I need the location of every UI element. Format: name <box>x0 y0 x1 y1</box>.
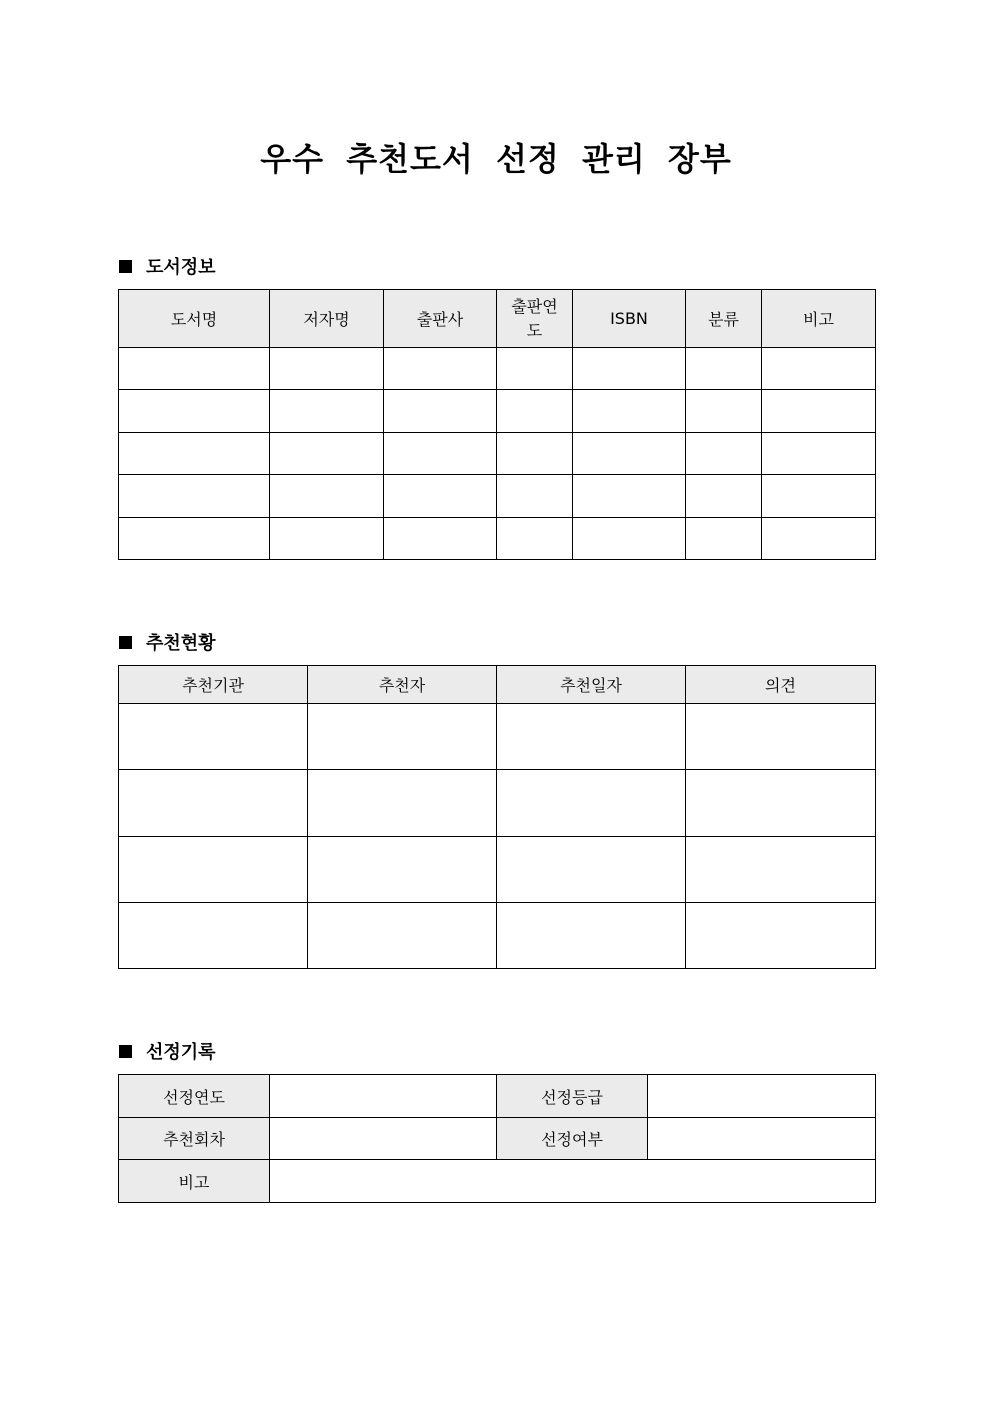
table-row <box>119 433 876 475</box>
cell-opinion[interactable] <box>686 770 876 837</box>
cell-note[interactable] <box>762 475 876 518</box>
cell-title[interactable] <box>119 433 270 475</box>
cell-selection-year[interactable] <box>270 1075 497 1118</box>
square-bullet-icon <box>119 1045 132 1058</box>
cell-institution[interactable] <box>119 903 308 969</box>
section-heading-recommendation <box>119 629 216 655</box>
cell-title[interactable] <box>119 475 270 518</box>
col-header-title: 도서명 <box>119 290 270 348</box>
cell-date[interactable] <box>497 770 686 837</box>
cell-pub-year[interactable] <box>497 518 573 560</box>
cell-pub-year[interactable] <box>497 433 573 475</box>
col-header-pub-year: 출판연도 <box>497 290 573 348</box>
cell-author[interactable] <box>270 433 384 475</box>
cell-note[interactable] <box>270 1160 876 1203</box>
page-title: 우수 추천도서 선정 관리 장부 <box>260 140 732 178</box>
col-header-note: 비고 <box>762 290 876 348</box>
table-row <box>119 837 876 903</box>
table-header-row <box>119 666 876 704</box>
cell-selection-grade[interactable] <box>648 1075 876 1118</box>
cell-isbn[interactable] <box>573 475 686 518</box>
label-selected: 선정여부 <box>497 1118 648 1160</box>
cell-institution[interactable] <box>119 704 308 770</box>
cell-date[interactable] <box>497 903 686 969</box>
cell-author[interactable] <box>270 518 384 560</box>
section-heading-book-info <box>119 253 216 279</box>
square-bullet-icon <box>119 260 132 273</box>
cell-title[interactable] <box>119 390 270 433</box>
recommendation-table <box>118 665 876 969</box>
label-note: 비고 <box>119 1160 270 1203</box>
cell-note[interactable] <box>762 390 876 433</box>
section-heading-label: 추천현황 <box>146 633 216 654</box>
cell-recommender[interactable] <box>308 704 497 770</box>
cell-opinion[interactable] <box>686 903 876 969</box>
table-row <box>119 518 876 560</box>
cell-category[interactable] <box>686 475 762 518</box>
cell-opinion[interactable] <box>686 837 876 903</box>
col-header-isbn: ISBN <box>573 290 686 348</box>
cell-selected[interactable] <box>648 1118 876 1160</box>
table-row <box>119 1160 876 1203</box>
cell-publisher[interactable] <box>384 475 497 518</box>
cell-recommender[interactable] <box>308 770 497 837</box>
cell-title[interactable] <box>119 518 270 560</box>
cell-title[interactable] <box>119 348 270 390</box>
cell-category[interactable] <box>686 433 762 475</box>
table-row <box>119 704 876 770</box>
label-selection-year: 선정연도 <box>119 1075 270 1118</box>
cell-recommender[interactable] <box>308 903 497 969</box>
square-bullet-icon <box>119 636 132 649</box>
table-row <box>119 390 876 433</box>
table-header-row <box>119 290 876 348</box>
table-row <box>119 770 876 837</box>
table-row <box>119 348 876 390</box>
cell-pub-year[interactable] <box>497 390 573 433</box>
cell-isbn[interactable] <box>573 518 686 560</box>
cell-publisher[interactable] <box>384 390 497 433</box>
cell-isbn[interactable] <box>573 348 686 390</box>
cell-author[interactable] <box>270 475 384 518</box>
cell-author[interactable] <box>270 348 384 390</box>
cell-note[interactable] <box>762 433 876 475</box>
cell-recommend-round[interactable] <box>270 1118 497 1160</box>
selection-table <box>118 1074 876 1203</box>
table-row <box>119 475 876 518</box>
cell-date[interactable] <box>497 704 686 770</box>
section-heading-label: 도서정보 <box>146 257 216 278</box>
cell-date[interactable] <box>497 837 686 903</box>
col-header-category: 분류 <box>686 290 762 348</box>
label-recommend-round: 추천회차 <box>119 1118 270 1160</box>
cell-opinion[interactable] <box>686 704 876 770</box>
cell-note[interactable] <box>762 518 876 560</box>
cell-category[interactable] <box>686 348 762 390</box>
table-row <box>119 1075 876 1118</box>
cell-isbn[interactable] <box>573 390 686 433</box>
cell-note[interactable] <box>762 348 876 390</box>
cell-category[interactable] <box>686 518 762 560</box>
col-header-publisher: 출판사 <box>384 290 497 348</box>
col-header-institution: 추천기관 <box>119 666 308 704</box>
cell-institution[interactable] <box>119 837 308 903</box>
col-header-author: 저자명 <box>270 290 384 348</box>
section-heading-label: 선정기록 <box>146 1042 216 1063</box>
cell-author[interactable] <box>270 390 384 433</box>
cell-recommender[interactable] <box>308 837 497 903</box>
cell-publisher[interactable] <box>384 518 497 560</box>
cell-pub-year[interactable] <box>497 475 573 518</box>
col-header-recommender: 추천자 <box>308 666 497 704</box>
cell-pub-year[interactable] <box>497 348 573 390</box>
table-row <box>119 1118 876 1160</box>
cell-publisher[interactable] <box>384 348 497 390</box>
table-row <box>119 903 876 969</box>
cell-isbn[interactable] <box>573 433 686 475</box>
cell-publisher[interactable] <box>384 433 497 475</box>
cell-institution[interactable] <box>119 770 308 837</box>
col-header-opinion: 의견 <box>686 666 876 704</box>
col-header-date: 추천일자 <box>497 666 686 704</box>
cell-category[interactable] <box>686 390 762 433</box>
section-heading-selection <box>119 1038 216 1064</box>
label-selection-grade: 선정등급 <box>497 1075 648 1118</box>
book-info-table <box>118 289 876 560</box>
